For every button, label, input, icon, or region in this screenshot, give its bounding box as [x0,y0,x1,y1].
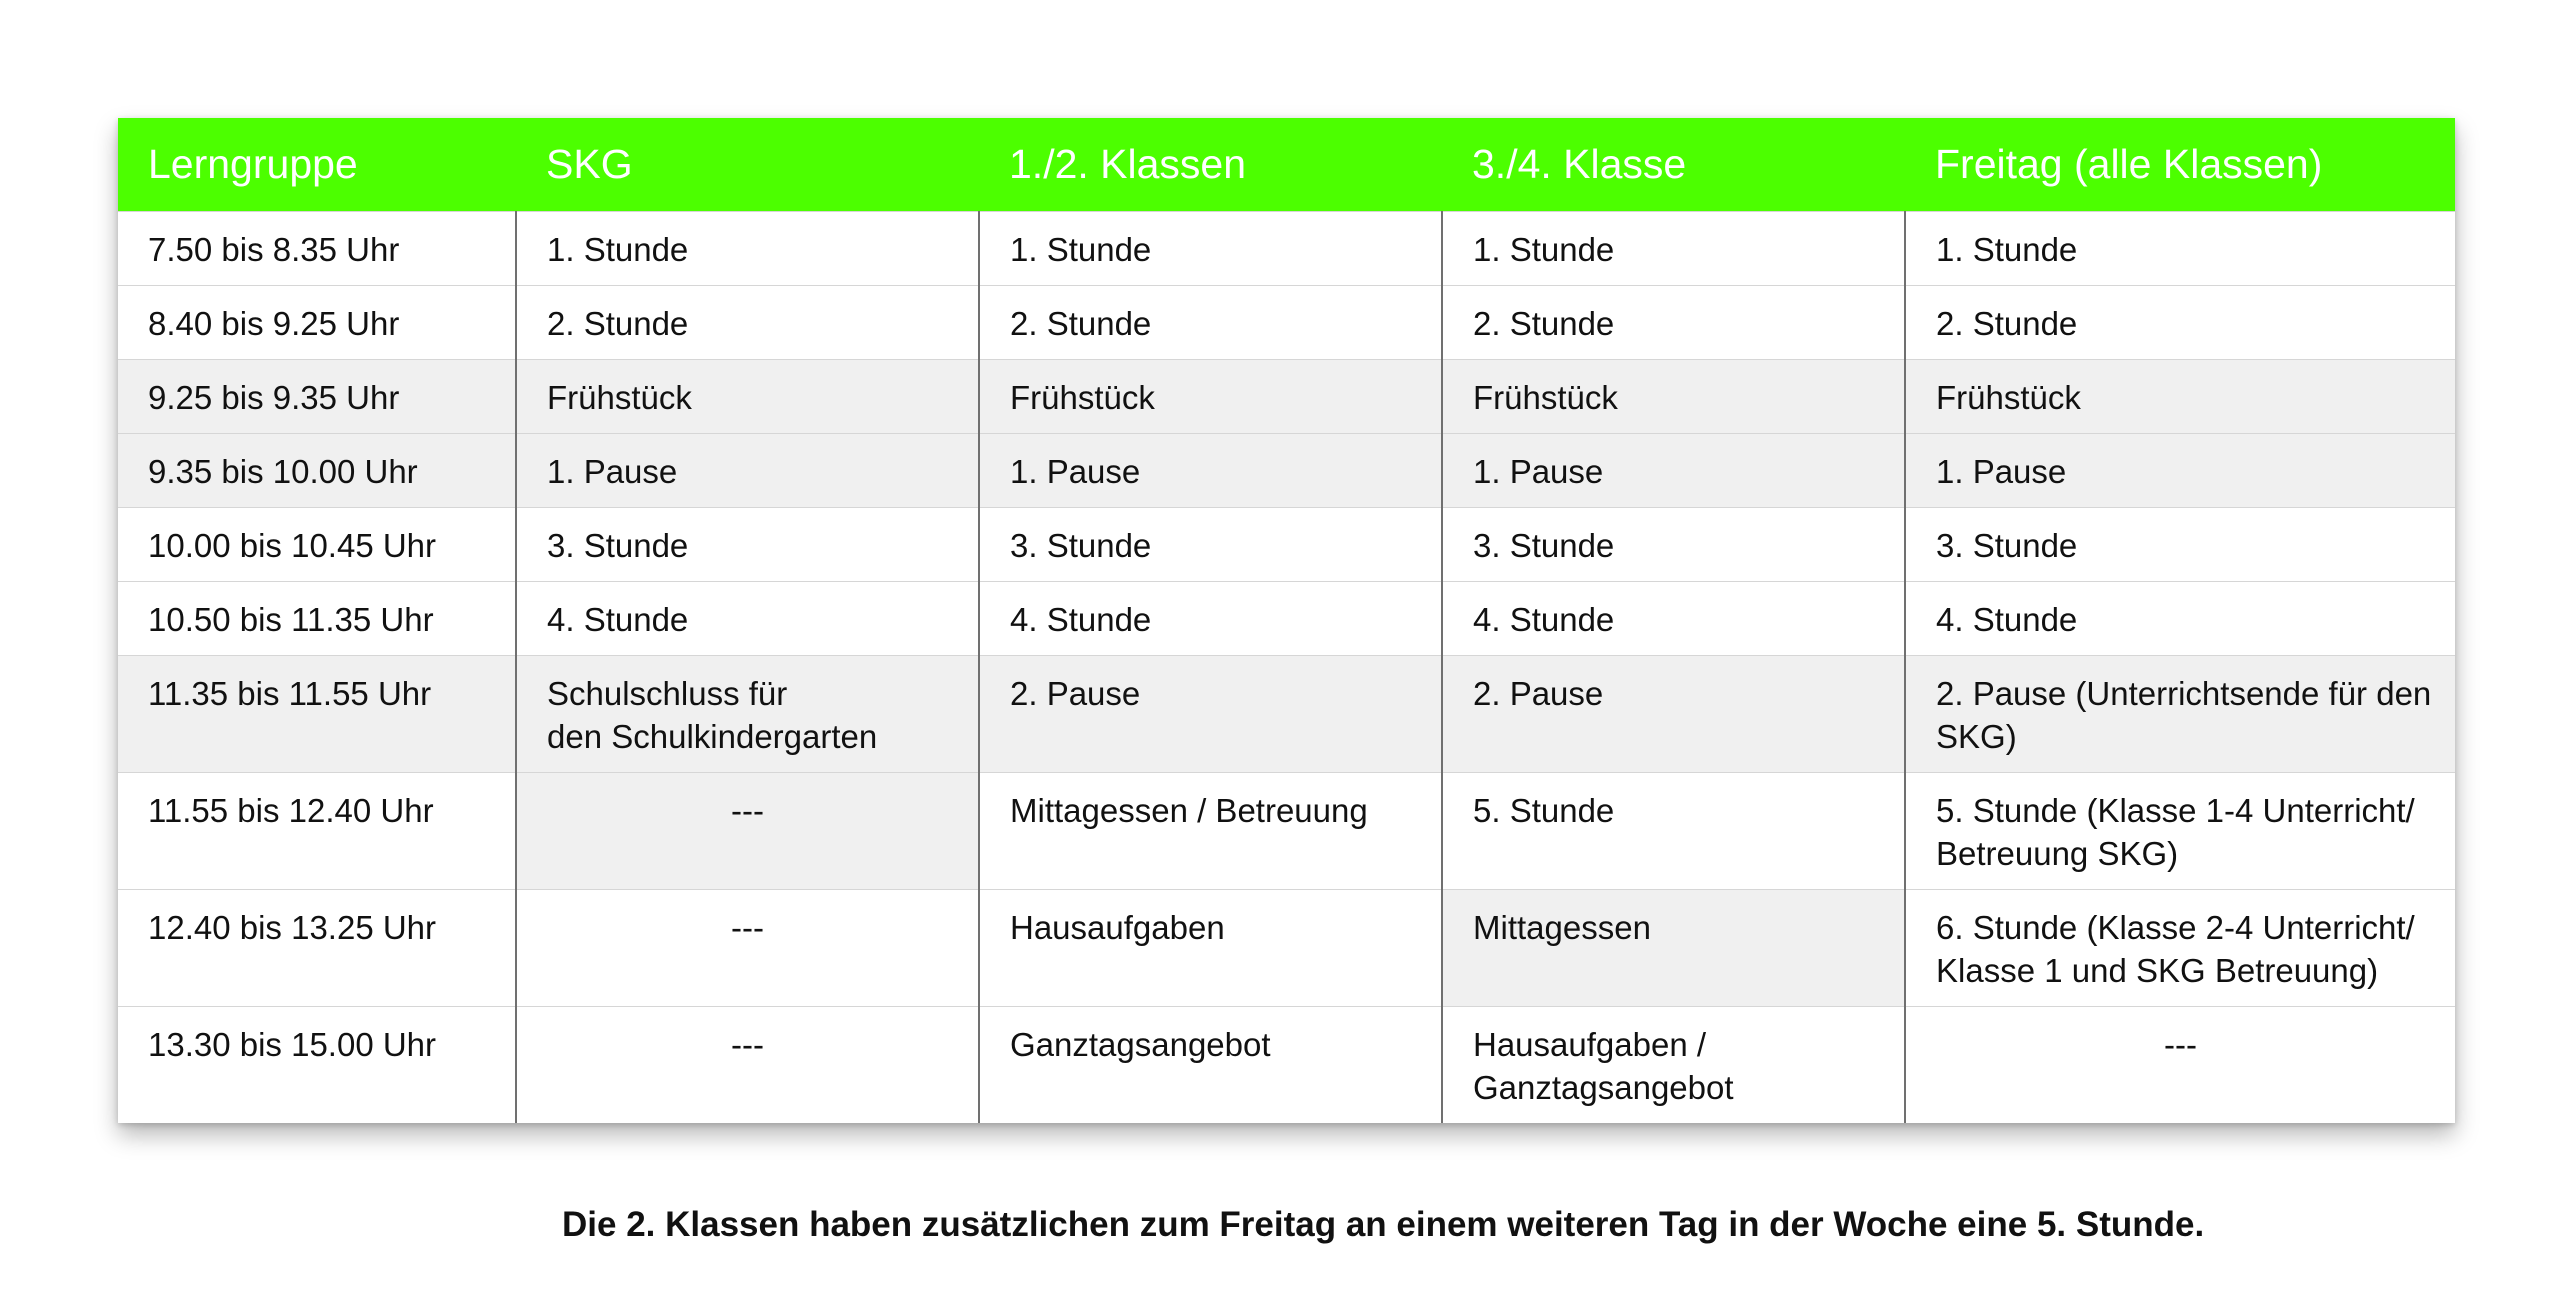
cell-freitag: 4. Stunde [1905,582,2455,656]
cell-klassen-1-2: 2. Pause [979,656,1442,773]
cell-freitag: 1. Pause [1905,434,2455,508]
table-row [118,890,2455,1007]
cell-klasse-3-4: 4. Stunde [1442,582,1905,656]
cell-klasse-3-4: Mittagessen [1442,890,1905,1007]
cell-freitag: 2. Pause (Unterrichtsende für den SKG) [1905,656,2455,773]
table-row [118,656,2455,773]
table-row [118,434,2455,508]
table-row [118,508,2455,582]
cell-skg: 2. Stunde [516,286,979,360]
cell-skg: Schulschluss für den Schulkindergarten [516,656,979,773]
cell-klassen-1-2: 3. Stunde [979,508,1442,582]
cell-klasse-3-4: 5. Stunde [1442,773,1905,890]
cell-klasse-3-4: 2. Stunde [1442,286,1905,360]
cell-time: 13.30 bis 15.00 Uhr [118,1007,516,1124]
column-header-klassen-1-2: 1./2. Klassen [979,118,1442,212]
cell-time: 9.35 bis 10.00 Uhr [118,434,516,508]
cell-time: 12.40 bis 13.25 Uhr [118,890,516,1007]
cell-skg: --- [516,890,979,1007]
cell-skg: Frühstück [516,360,979,434]
schedule-table-card [118,118,2455,1123]
cell-skg: 1. Pause [516,434,979,508]
cell-time: 9.25 bis 9.35 Uhr [118,360,516,434]
cell-klassen-1-2: 1. Stunde [979,212,1442,286]
table-row [118,212,2455,286]
cell-klassen-1-2: Ganztagsangebot [979,1007,1442,1124]
cell-klassen-1-2: 4. Stunde [979,582,1442,656]
cell-skg: 3. Stunde [516,508,979,582]
column-header-freitag: Freitag (alle Klassen) [1905,118,2455,212]
cell-freitag: --- [1905,1007,2455,1124]
column-header-skg: SKG [516,118,979,212]
table-row [118,360,2455,434]
table-row [118,773,2455,890]
cell-klasse-3-4: 2. Pause [1442,656,1905,773]
cell-time: 11.35 bis 11.55 Uhr [118,656,516,773]
cell-klasse-3-4: Hausaufgaben / Ganztagsangebot [1442,1007,1905,1124]
cell-klassen-1-2: Frühstück [979,360,1442,434]
column-header-lerngruppe: Lerngruppe [118,118,516,212]
cell-klassen-1-2: 1. Pause [979,434,1442,508]
table-row [118,582,2455,656]
table-row [118,286,2455,360]
header-row [118,118,2455,212]
cell-klassen-1-2: Hausaufgaben [979,890,1442,1007]
cell-klassen-1-2: Mittagessen / Betreuung [979,773,1442,890]
cell-klasse-3-4: 3. Stunde [1442,508,1905,582]
cell-freitag: Frühstück [1905,360,2455,434]
cell-freitag: 5. Stunde (Klasse 1-4 Unterricht/ Betreuung SKG) [1905,773,2455,890]
cell-freitag: 6. Stunde (Klasse 2-4 Unterricht/ Klasse 1 und SKG Betreuung) [1905,890,2455,1007]
cell-time: 11.55 bis 12.40 Uhr [118,773,516,890]
cell-time: 7.50 bis 8.35 Uhr [118,212,516,286]
table-row [118,1007,2455,1124]
cell-time: 10.50 bis 11.35 Uhr [118,582,516,656]
cell-skg: 4. Stunde [516,582,979,656]
cell-klassen-1-2: 2. Stunde [979,286,1442,360]
cell-freitag: 2. Stunde [1905,286,2455,360]
cell-skg: --- [516,773,979,890]
cell-freitag: 3. Stunde [1905,508,2455,582]
cell-time: 10.00 bis 10.45 Uhr [118,508,516,582]
cell-klasse-3-4: 1. Pause [1442,434,1905,508]
cell-skg: --- [516,1007,979,1124]
schedule-table [118,118,2455,1123]
column-header-klasse-3-4: 3./4. Klasse [1442,118,1905,212]
cell-freitag: 1. Stunde [1905,212,2455,286]
cell-klasse-3-4: 1. Stunde [1442,212,1905,286]
cell-klasse-3-4: Frühstück [1442,360,1905,434]
cell-skg: 1. Stunde [516,212,979,286]
footnote: Die 2. Klassen haben zusätzlichen zum Freitag an einem weiteren Tag in der Woche eine 5. Stunde. [562,1205,2205,1244]
cell-time: 8.40 bis 9.25 Uhr [118,286,516,360]
